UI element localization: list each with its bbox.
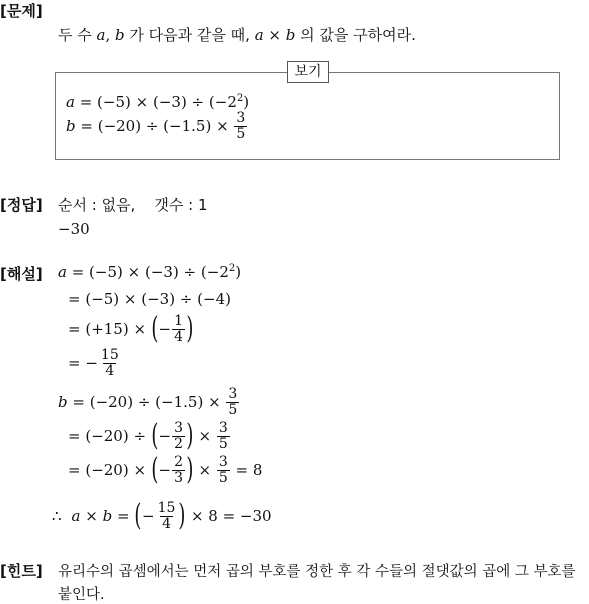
sol-a1-close: ) — [235, 263, 242, 281]
sol-final-rest: × 8 = −30 — [186, 507, 272, 525]
bogi-title: 보기 — [287, 61, 329, 83]
sol-a3-num: 1 — [174, 312, 184, 329]
sol-final-sign: − — [142, 507, 155, 525]
sol-b3-den2: 5 — [218, 469, 228, 486]
sol-final-b: b — [102, 507, 113, 525]
hint-line1: 유리수의 곱셈에서는 먼저 곱의 부호를 정한 후 각 수들의 절댓값의 곱에 그 부호를 — [58, 564, 576, 580]
sol-b2-sign: − — [158, 427, 172, 445]
sol-a1-exp: 2 — [228, 263, 236, 274]
sol-b2-frac2 — [217, 421, 230, 452]
problem-text-suffix: 의 값을 구하여라. — [295, 26, 416, 44]
solution-a-line3 — [68, 311, 194, 347]
problem-expr-b: b — [285, 26, 296, 44]
answer-value: −30 — [58, 220, 90, 238]
sol-b2-den2: 5 — [218, 435, 228, 452]
hint-line2: 붙인다. — [58, 587, 105, 603]
problem-times: × — [263, 26, 286, 44]
sol-b3-frac2 — [217, 455, 230, 486]
bogi-line-b — [66, 108, 248, 144]
bogi-b-num: 3 — [236, 109, 246, 126]
sol-b2-num2: 3 — [218, 419, 228, 436]
solution-a-line1 — [58, 263, 241, 281]
sol-final-num: 15 — [157, 499, 176, 516]
sol-a3-lparen: ( — [151, 311, 159, 346]
sol-b3-den1: 3 — [174, 469, 184, 486]
sol-b3-lparen: ( — [151, 452, 159, 487]
problem-text-mid: 가 다음과 같을 때, — [124, 26, 255, 44]
sol-a3-pre: = (+15) × — [68, 320, 151, 338]
solution-a-line4 — [68, 345, 122, 381]
sol-a3-sign: − — [158, 320, 172, 338]
problem-var-b: b — [115, 26, 125, 44]
sol-final-lparen: ( — [134, 498, 142, 533]
bogi-b-lhs: b — [66, 117, 76, 135]
bogi-a-lhs: a — [66, 93, 75, 111]
bogi-b-rhs: = (−20) ÷ (−1.5) × — [75, 117, 234, 135]
hint-label: [힌트] — [0, 562, 43, 580]
sol-final-therefore: ∴ — [52, 507, 62, 525]
sol-b3-num1: 2 — [174, 453, 184, 470]
sol-b3-pre: = (−20) × — [68, 461, 151, 479]
bogi-b-frac — [234, 111, 247, 142]
sol-b2-rparen: ) — [186, 418, 194, 453]
sol-b3-num2: 3 — [218, 453, 228, 470]
sol-b2-num1: 3 — [174, 419, 184, 436]
solution-b-line1 — [58, 384, 240, 420]
bogi-a-exp: 2 — [236, 93, 244, 104]
sol-b1-frac — [226, 387, 239, 418]
sol-final-frac — [156, 501, 178, 532]
sol-b2-times: × — [193, 427, 216, 445]
problem-expr-a: a — [254, 26, 264, 44]
sol-b1-den: 5 — [228, 401, 238, 418]
sol-final-den: 4 — [162, 515, 171, 532]
bogi-b-den: 5 — [236, 125, 246, 142]
sol-b1-rhs: = (−20) ÷ (−1.5) × — [67, 393, 226, 411]
solution-final-line — [52, 498, 272, 534]
sol-a3-den: 4 — [174, 328, 184, 345]
sol-b2-frac1 — [172, 421, 185, 452]
answer-label: [정답] — [0, 196, 43, 214]
solution-b-line2 — [68, 418, 231, 454]
sol-b3-sign: − — [158, 461, 172, 479]
sol-b2-den1: 2 — [174, 435, 184, 452]
sol-b2-pre: = (−20) ÷ — [68, 427, 151, 445]
sol-a4-pre: = − — [68, 354, 98, 372]
sol-b3-result: = 8 — [230, 461, 263, 479]
sol-a1-rhs: = (−5) × (−3) ÷ (−2 — [66, 263, 229, 281]
sol-a4-den: 4 — [105, 362, 115, 379]
sol-b2-lparen: ( — [151, 418, 159, 453]
bogi-a-close: ) — [243, 93, 250, 111]
problem-text — [58, 24, 416, 45]
sol-final-rparen: ) — [178, 498, 186, 533]
solution-label: [해설] — [0, 265, 43, 283]
problem-comma: , — [105, 26, 116, 44]
sol-a3-frac — [172, 314, 185, 345]
solution-a-line2: = (−5) × (−3) ÷ (−4) — [68, 290, 231, 308]
sol-a1-lhs: a — [58, 263, 67, 281]
sol-final-times: × — [80, 507, 103, 525]
sol-b1-num: 3 — [228, 385, 238, 402]
answer-order-text: 순서 : 없음, 갯수 : 1 — [58, 196, 208, 214]
sol-a3-rparen: ) — [186, 311, 194, 346]
bogi-a-rhs: = (−5) × (−3) ÷ (−2 — [74, 93, 237, 111]
sol-b1-lhs: b — [58, 393, 68, 411]
problem-var-a: a — [96, 26, 106, 44]
sol-a4-frac — [99, 348, 121, 379]
solution-b-line3 — [68, 452, 262, 488]
problem-label: [문제] — [0, 2, 43, 20]
sol-b3-rparen: ) — [186, 452, 194, 487]
problem-text-prefix: 두 수 — [58, 26, 97, 44]
sol-b3-frac1 — [172, 455, 185, 486]
sol-a4-num: 15 — [100, 346, 119, 363]
sol-final-eq: = — [112, 507, 135, 525]
sol-final-a: a — [71, 507, 81, 525]
sol-b3-times: × — [193, 461, 216, 479]
